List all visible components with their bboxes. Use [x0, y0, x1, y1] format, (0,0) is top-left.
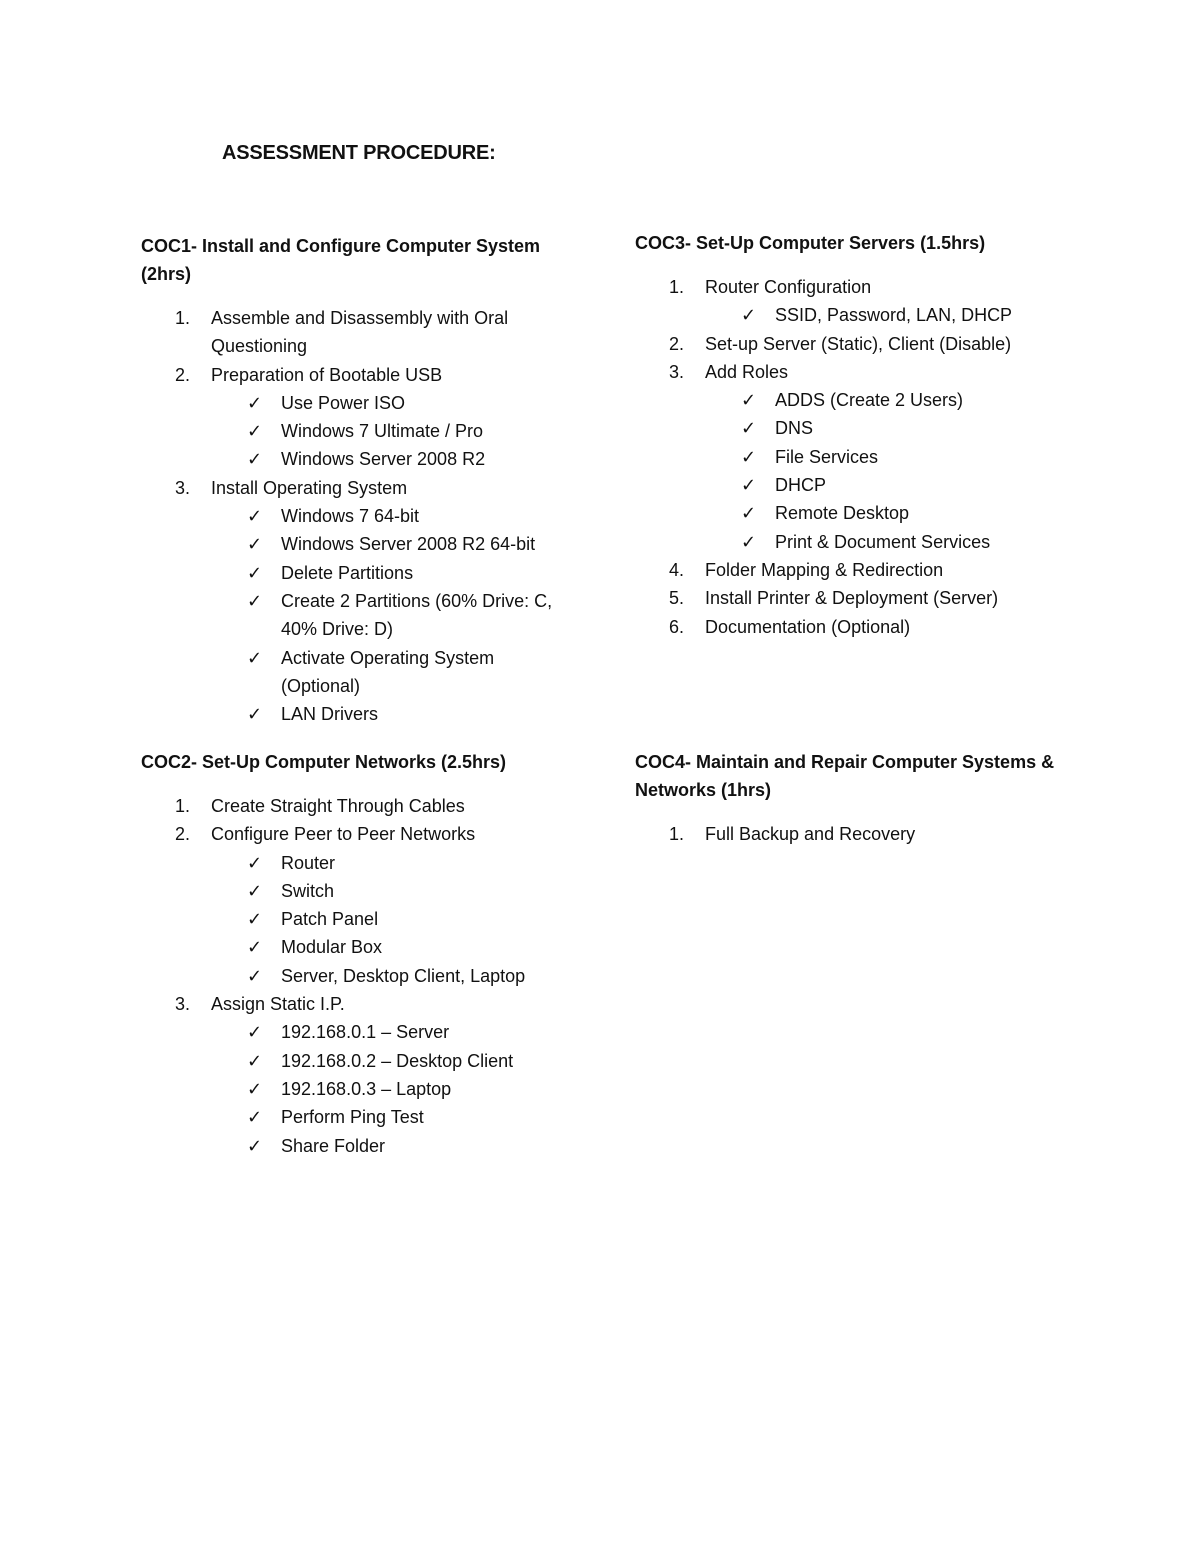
list-item	[635, 330, 1065, 358]
sub-item	[141, 389, 571, 417]
checkmark-icon: ✓	[247, 1107, 263, 1128]
checkmark-icon: ✓	[247, 506, 263, 527]
sub-item-text: Create 2 Partitions (60% Drive: C, 40% Drive: D)	[281, 590, 553, 640]
list-item	[141, 820, 571, 848]
item-number: 2.	[175, 364, 191, 385]
sub-item	[141, 905, 571, 933]
sub-item-text: Switch	[281, 880, 335, 901]
sub-item	[635, 443, 1065, 471]
list-item	[141, 990, 571, 1018]
section-coc4	[635, 748, 1065, 848]
item-number: 1.	[175, 796, 191, 816]
item-text: Install Printer & Deployment (Server)	[705, 588, 999, 609]
sub-item	[141, 502, 571, 530]
sub-item-text: Patch Panel	[281, 909, 379, 930]
sub-item	[141, 445, 571, 473]
item-text: Set-up Server (Static), Client (Disable)	[705, 333, 1012, 354]
item-text: Documentation (Optional)	[705, 616, 911, 637]
sub-item-text: File Services	[775, 446, 879, 467]
sub-item-text: Windows 7 Ultimate / Pro	[281, 421, 484, 442]
list-item	[635, 556, 1065, 584]
item-number: 2.	[175, 824, 191, 845]
checkmark-icon: ✓	[247, 534, 263, 555]
sub-item-text: Windows Server 2008 R2	[281, 449, 486, 470]
item-number: 3.	[175, 477, 191, 498]
sub-item-text: Perform Ping Test	[281, 1107, 424, 1128]
sub-item	[635, 386, 1065, 414]
checkmark-icon: ✓	[741, 305, 757, 326]
item-number: 1.	[669, 824, 685, 844]
section-coc1	[141, 232, 571, 728]
checkmark-icon: ✓	[247, 965, 263, 986]
item-list	[635, 273, 1065, 641]
sub-item-text: Router	[281, 852, 336, 873]
sub-item-text: LAN Drivers	[281, 704, 379, 725]
sub-item-text: 192.168.0.3 – Laptop	[281, 1078, 452, 1099]
sub-item	[141, 849, 571, 877]
item-text: Install Operating System	[211, 477, 408, 498]
checkmark-icon: ✓	[741, 475, 757, 496]
sub-item-text: Activate Operating System (Optional)	[281, 647, 495, 696]
sub-item-text: Windows Server 2008 R2 64-bit	[281, 534, 536, 555]
sub-item-text: DNS	[775, 418, 814, 439]
checkmark-icon: ✓	[247, 880, 263, 901]
section-heading: COC2- Set-Up Computer Networks (2.5hrs)	[141, 752, 507, 772]
checkmark-icon: ✓	[741, 446, 757, 467]
sub-item	[141, 587, 571, 644]
item-list	[141, 792, 571, 1160]
checkmark-icon: ✓	[247, 1022, 263, 1043]
checkmark-icon: ✓	[741, 531, 757, 552]
list-item	[635, 613, 1065, 641]
item-text: Configure Peer to Peer Networks	[211, 824, 476, 845]
sub-item-text: SSID, Password, LAN, DHCP	[775, 305, 1013, 326]
checkmark-icon: ✓	[247, 449, 263, 470]
item-number: 3.	[669, 361, 685, 382]
sub-item	[635, 471, 1065, 499]
list-item	[141, 792, 571, 820]
list-item	[635, 273, 1065, 301]
item-text: Assign Static I.P.	[211, 994, 345, 1015]
item-list	[141, 304, 571, 728]
item-text: Router Configuration	[705, 277, 872, 297]
sub-item-text: Server, Desktop Client, Laptop	[281, 965, 526, 986]
item-text: Add Roles	[705, 361, 789, 382]
checkmark-icon: ✓	[247, 852, 263, 873]
item-text: Full Backup and Recovery	[705, 824, 916, 844]
section-heading: COC3- Set-Up Computer Servers (1.5hrs)	[635, 233, 986, 253]
section-heading: COC4- Maintain and Repair Computer Systems & Networks (1hrs)	[635, 752, 1055, 800]
sub-item-text: Print & Document Services	[775, 531, 991, 552]
sub-item	[141, 933, 571, 961]
checkmark-icon: ✓	[247, 704, 263, 725]
item-list	[635, 820, 1065, 848]
sub-item	[141, 417, 571, 445]
item-text: Assemble and Disassembly with Oral Questioning	[211, 308, 509, 357]
checkmark-icon: ✓	[741, 418, 757, 439]
list-item	[635, 358, 1065, 386]
item-number: 3.	[175, 994, 191, 1015]
sub-item-text: DHCP	[775, 475, 827, 496]
checkmark-icon: ✓	[247, 392, 263, 413]
checkmark-icon: ✓	[247, 1050, 263, 1071]
checkmark-icon: ✓	[741, 390, 757, 411]
sub-item	[141, 1132, 571, 1160]
section-heading: COC1- Install and Configure Computer System (2hrs)	[141, 236, 541, 284]
sub-item-text: Modular Box	[281, 937, 383, 958]
checkmark-icon: ✓	[247, 937, 263, 958]
item-number: 1.	[669, 277, 685, 297]
sub-item	[141, 530, 571, 558]
section-coc3	[635, 229, 1065, 641]
checkmark-icon: ✓	[247, 909, 263, 930]
checkmark-icon: ✓	[247, 421, 263, 442]
sub-item	[141, 1103, 571, 1131]
sub-item	[635, 528, 1065, 556]
sub-item-text: 192.168.0.2 – Desktop Client	[281, 1050, 514, 1071]
sub-item	[141, 1018, 571, 1046]
item-text: Folder Mapping & Redirection	[705, 559, 944, 580]
sub-item-text: 192.168.0.1 – Server	[281, 1022, 450, 1043]
sub-item	[141, 1075, 571, 1103]
item-number: 5.	[669, 588, 685, 609]
sub-item-text: Windows 7 64-bit	[281, 506, 420, 527]
sub-item	[635, 414, 1065, 442]
item-number: 2.	[669, 333, 685, 354]
checkmark-icon: ✓	[247, 647, 263, 668]
sub-item-text: Use Power ISO	[281, 392, 406, 413]
section-coc2	[141, 748, 571, 1160]
item-number: 1.	[175, 308, 191, 328]
sub-item	[141, 644, 571, 701]
sub-item-text: Share Folder	[281, 1135, 386, 1156]
sub-item-text: Remote Desktop	[775, 503, 910, 524]
page-title: ASSESSMENT PROCEDURE:	[222, 142, 496, 164]
checkmark-icon: ✓	[741, 503, 757, 524]
sub-item	[635, 499, 1065, 527]
item-text: Preparation of Bootable USB	[211, 364, 443, 385]
list-item	[635, 820, 1065, 848]
sub-item	[141, 962, 571, 990]
list-item	[141, 474, 571, 502]
checkmark-icon: ✓	[247, 562, 263, 583]
list-item	[141, 304, 571, 361]
list-item	[141, 361, 571, 389]
sub-item-text: Delete Partitions	[281, 562, 414, 583]
sub-item	[141, 700, 571, 728]
sub-item	[141, 559, 571, 587]
checkmark-icon: ✓	[247, 590, 263, 611]
checkmark-icon: ✓	[247, 1078, 263, 1099]
checkmark-icon: ✓	[247, 1135, 263, 1156]
sub-item	[141, 1047, 571, 1075]
sub-item-text: ADDS (Create 2 Users)	[775, 390, 964, 411]
sub-item	[141, 877, 571, 905]
item-number: 6.	[669, 616, 685, 637]
sub-item	[635, 301, 1065, 329]
list-item	[635, 584, 1065, 612]
item-number: 4.	[669, 559, 685, 580]
item-text: Create Straight Through Cables	[211, 796, 465, 816]
